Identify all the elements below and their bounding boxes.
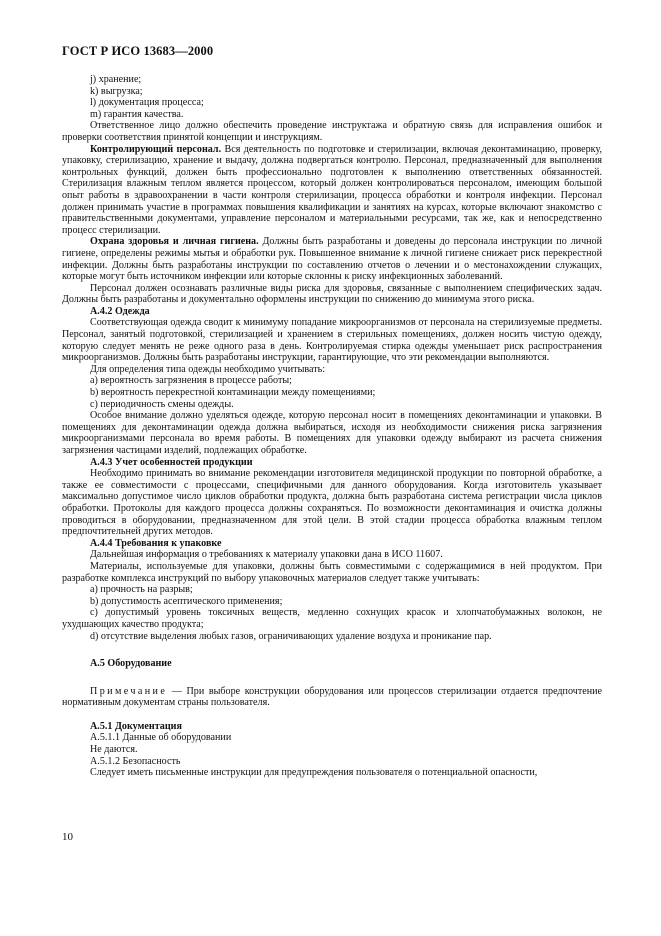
section-a444-item-b: b) допустимость асептического применения;: [90, 595, 283, 607]
section-a442-paragraph-3: Особое внимание должно уделяться одежде, которую персонал носит в помещениях деконтаминации и упаковки. В помещениях для деконтаминации одежда должна выбираться, исходя из необходимости снижения риска загрязнения микроорганизмами персонала во время работы. В помещениях для упаковки одежду выбирают из расчета снижения загрязнения частицами изделий, подлежащих обработке.: [62, 410, 602, 456]
section-a442-paragraph-1: Соответствующая одежда сводит к минимуму попадание микроорганизмов от персонала на стерилизуемые предметы. Персонал, занятый подготовкой, стерилизацией и хранением в стерильных помещениях, должен носить чистую одежду, которую следует менять не реже одного раза в день. Контролируемая стирка одежды уменьшает риск распространения микроорганизмов. Должны быть разработаны инструкции, гарантирующие, что эти рекомендации выполняются.: [62, 317, 602, 364]
section-a51-heading: А.5.1 Документация: [90, 720, 182, 732]
control-personnel-text: Вся деятельность по подготовке и стерилизации, включая деконтаминацию, проверку, упаковку, стерилизацию, хранение и выдачу, должна подвергаться контролю. Персонал, предназначенный для выполнения контрольных функций, должен быть профессионально подготовлен к выполнению ответственных обязанностей. Стерилизация влажным теплом является процессом, который должен контролироваться персоналом, имеющим большой опыт работы в здравоохранении в части контроля стерилизации, процесса обработки и контроля инфекции. Персонал должен принимать участие в программах повышения квалификации и занятиях на курсах, которые включают знакомство с правительственными документами, управление персоналом и материальными ресурсами, так же, как и непосредственно процесс стерилизации.: [62, 143, 602, 236]
control-personnel-heading: Контролирующий персонал.: [90, 143, 222, 155]
section-a442-item-c: c) периодичность смены одежды.: [90, 398, 234, 410]
list-item-m: m) гарантия качества.: [90, 108, 184, 120]
section-a444-item-d: d) отсутствие выделения любых газов, ограничивающих удаление воздуха и проникание пар.: [90, 630, 492, 642]
section-a444-paragraph-1: Дальнейшая информация о требованиях к материалу упаковки дана в ИСО 11607.: [90, 549, 443, 561]
section-a444-paragraph-2: Материалы, используемые для упаковки, должны быть совместимыми с содержащимися в ней продуктом. При разработке комплекса инструкций по выбору упаковочных материалов следует также учитывать:: [62, 560, 602, 584]
section-a511-text: Не даются.: [90, 744, 138, 756]
section-a512-text: Следует иметь письменные инструкции для предупреждения пользователя о потенциальной опасности,: [90, 767, 538, 779]
note-label: Примечание: [90, 685, 168, 697]
section-a443-heading: А.4.3 Учет особенностей продукции: [90, 456, 253, 468]
health-hygiene-heading: Охрана здоровья и личная гигиена.: [90, 236, 259, 248]
health-hygiene-text: Должны быть разработаны и доведены до персонала инструкции по личной гигиене, определены режимы мытья и обработки рук. Повышенное внимание к личной гигиене снижает риск перекрестной инфекции. Должны быть разработаны инструкции по составлению отчетов о лечении и о местонахождении служащих, которые могут быть источником инфекции или которые склонны к риску инфекционных заболеваний.: [62, 236, 602, 283]
section-a442-item-a: a) вероятность загрязнения в процессе работы;: [90, 375, 292, 387]
paragraph-health-hygiene: [62, 236, 602, 282]
section-a5-heading: А.5 Оборудование: [90, 658, 172, 670]
section-a5-note: [62, 686, 602, 709]
paragraph-risks: Персонал должен осознавать различные виды риска для здоровья, связанные с выполнением специфических задач. Должны быть разработаны и документально оформлены инструкции по снижению до минимума этого риска.: [62, 282, 602, 306]
page-number: 10: [62, 831, 73, 843]
section-a512-heading: А.5.1.2 Безопасность: [90, 755, 181, 767]
section-a444-heading: А.4.4 Требования к упаковке: [90, 537, 222, 549]
paragraph-responsible: Ответственное лицо должно обеспечить проведение инструктажа и обратную связь для исправления ошибок и проверки соответствия принятой концепции и инструкциям.: [62, 120, 602, 143]
document-body: [62, 74, 602, 779]
section-a442-heading: А.4.2 Одежда: [90, 305, 150, 317]
list-item-j: j) хранение;: [90, 74, 142, 85]
note-text: — При выборе конструкции оборудования или процессов стерилизации отдается предпочтение нормативным документам страны пользователя.: [62, 685, 602, 709]
section-a511-heading: А.5.1.1 Данные об оборудовании: [90, 732, 232, 744]
list-item-k: k) выгрузка;: [90, 85, 143, 97]
list-item-l: l) документация процесса;: [90, 97, 204, 109]
section-a443-paragraph-1: Необходимо принимать во внимание рекомендации изготовителя медицинской продукции по повторной обработке, а также ее совместимости с процессами, специфичными для данного оборудования. Когда изготовитель указывает максимально допустимое число циклов обработки продукта, должна быть разработана система регистрации числа циклов обработки. Протоколы для каждого процесса должны сохраняться. По возможности деконтаминация и очистка должны проводиться в оборудовании, предназначенном для этой цели. В этой стадии процесса обработка влажным теплом предпочтительней других методов.: [62, 468, 602, 538]
section-a442-item-b: b) вероятность перекрестной контаминации между помещениями;: [90, 387, 376, 399]
section-a444-item-a: a) прочность на разрыв;: [90, 584, 193, 596]
document-header: ГОСТ Р ИСО 13683—2000: [62, 44, 214, 58]
section-a444-item-c: c) допустимый уровень токсичных веществ, медленно сохнущих красок и хлопчатобумажных волокон, не ухудшающих качество продукта;: [62, 607, 602, 630]
section-a442-paragraph-2: Для определения типа одежды необходимо учитывать:: [90, 363, 326, 375]
paragraph-control-personnel: [62, 144, 602, 237]
